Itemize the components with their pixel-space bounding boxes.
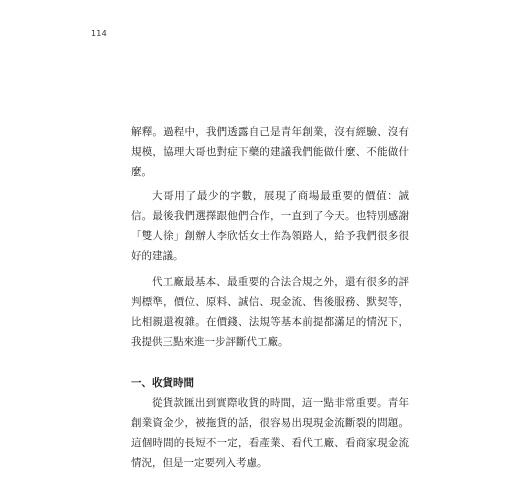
body-text [131,122,409,479]
page-number: 114 [91,29,107,38]
paragraph-intro: 解釋。過程中，我們透露自己是青年創業，沒有經驗、沒有規模，協理大哥也對症下藥的建議我們能做什麼、不能做什麼。 [131,126,409,178]
section-heading: 一、收貨時間 [131,377,194,389]
paragraph-criteria: 代工廠最基本、最重要的合法合規之外，還有很多的評判標準，價位、原料、誠信、現金流、售後服務、默契等，比相親還複雜。在價錢、法規等基本前提都滿足的情況下，我提供三點來進一步評斷代工廠。 [131,276,409,348]
paragraph-delivery-time: 從貨款匯出到實際收貨的時間，這一點非常重要。青年創業資金少，被拖貨的話，很容易出現現金流斷裂的問題。這個時間的長短不一定，看產業、看代工廠、看商家現金流情況，但是一定要列入考慮。 [131,397,409,469]
paragraph-integrity: 大哥用了最少的字數，展現了商場最重要的價值：誠信。最後我們選擇跟他們合作，一直到了今天。也特別感謝「雙人徐」創辦人李欣恬女士作為領路人，給予我們很多很好的建議。 [131,190,409,262]
